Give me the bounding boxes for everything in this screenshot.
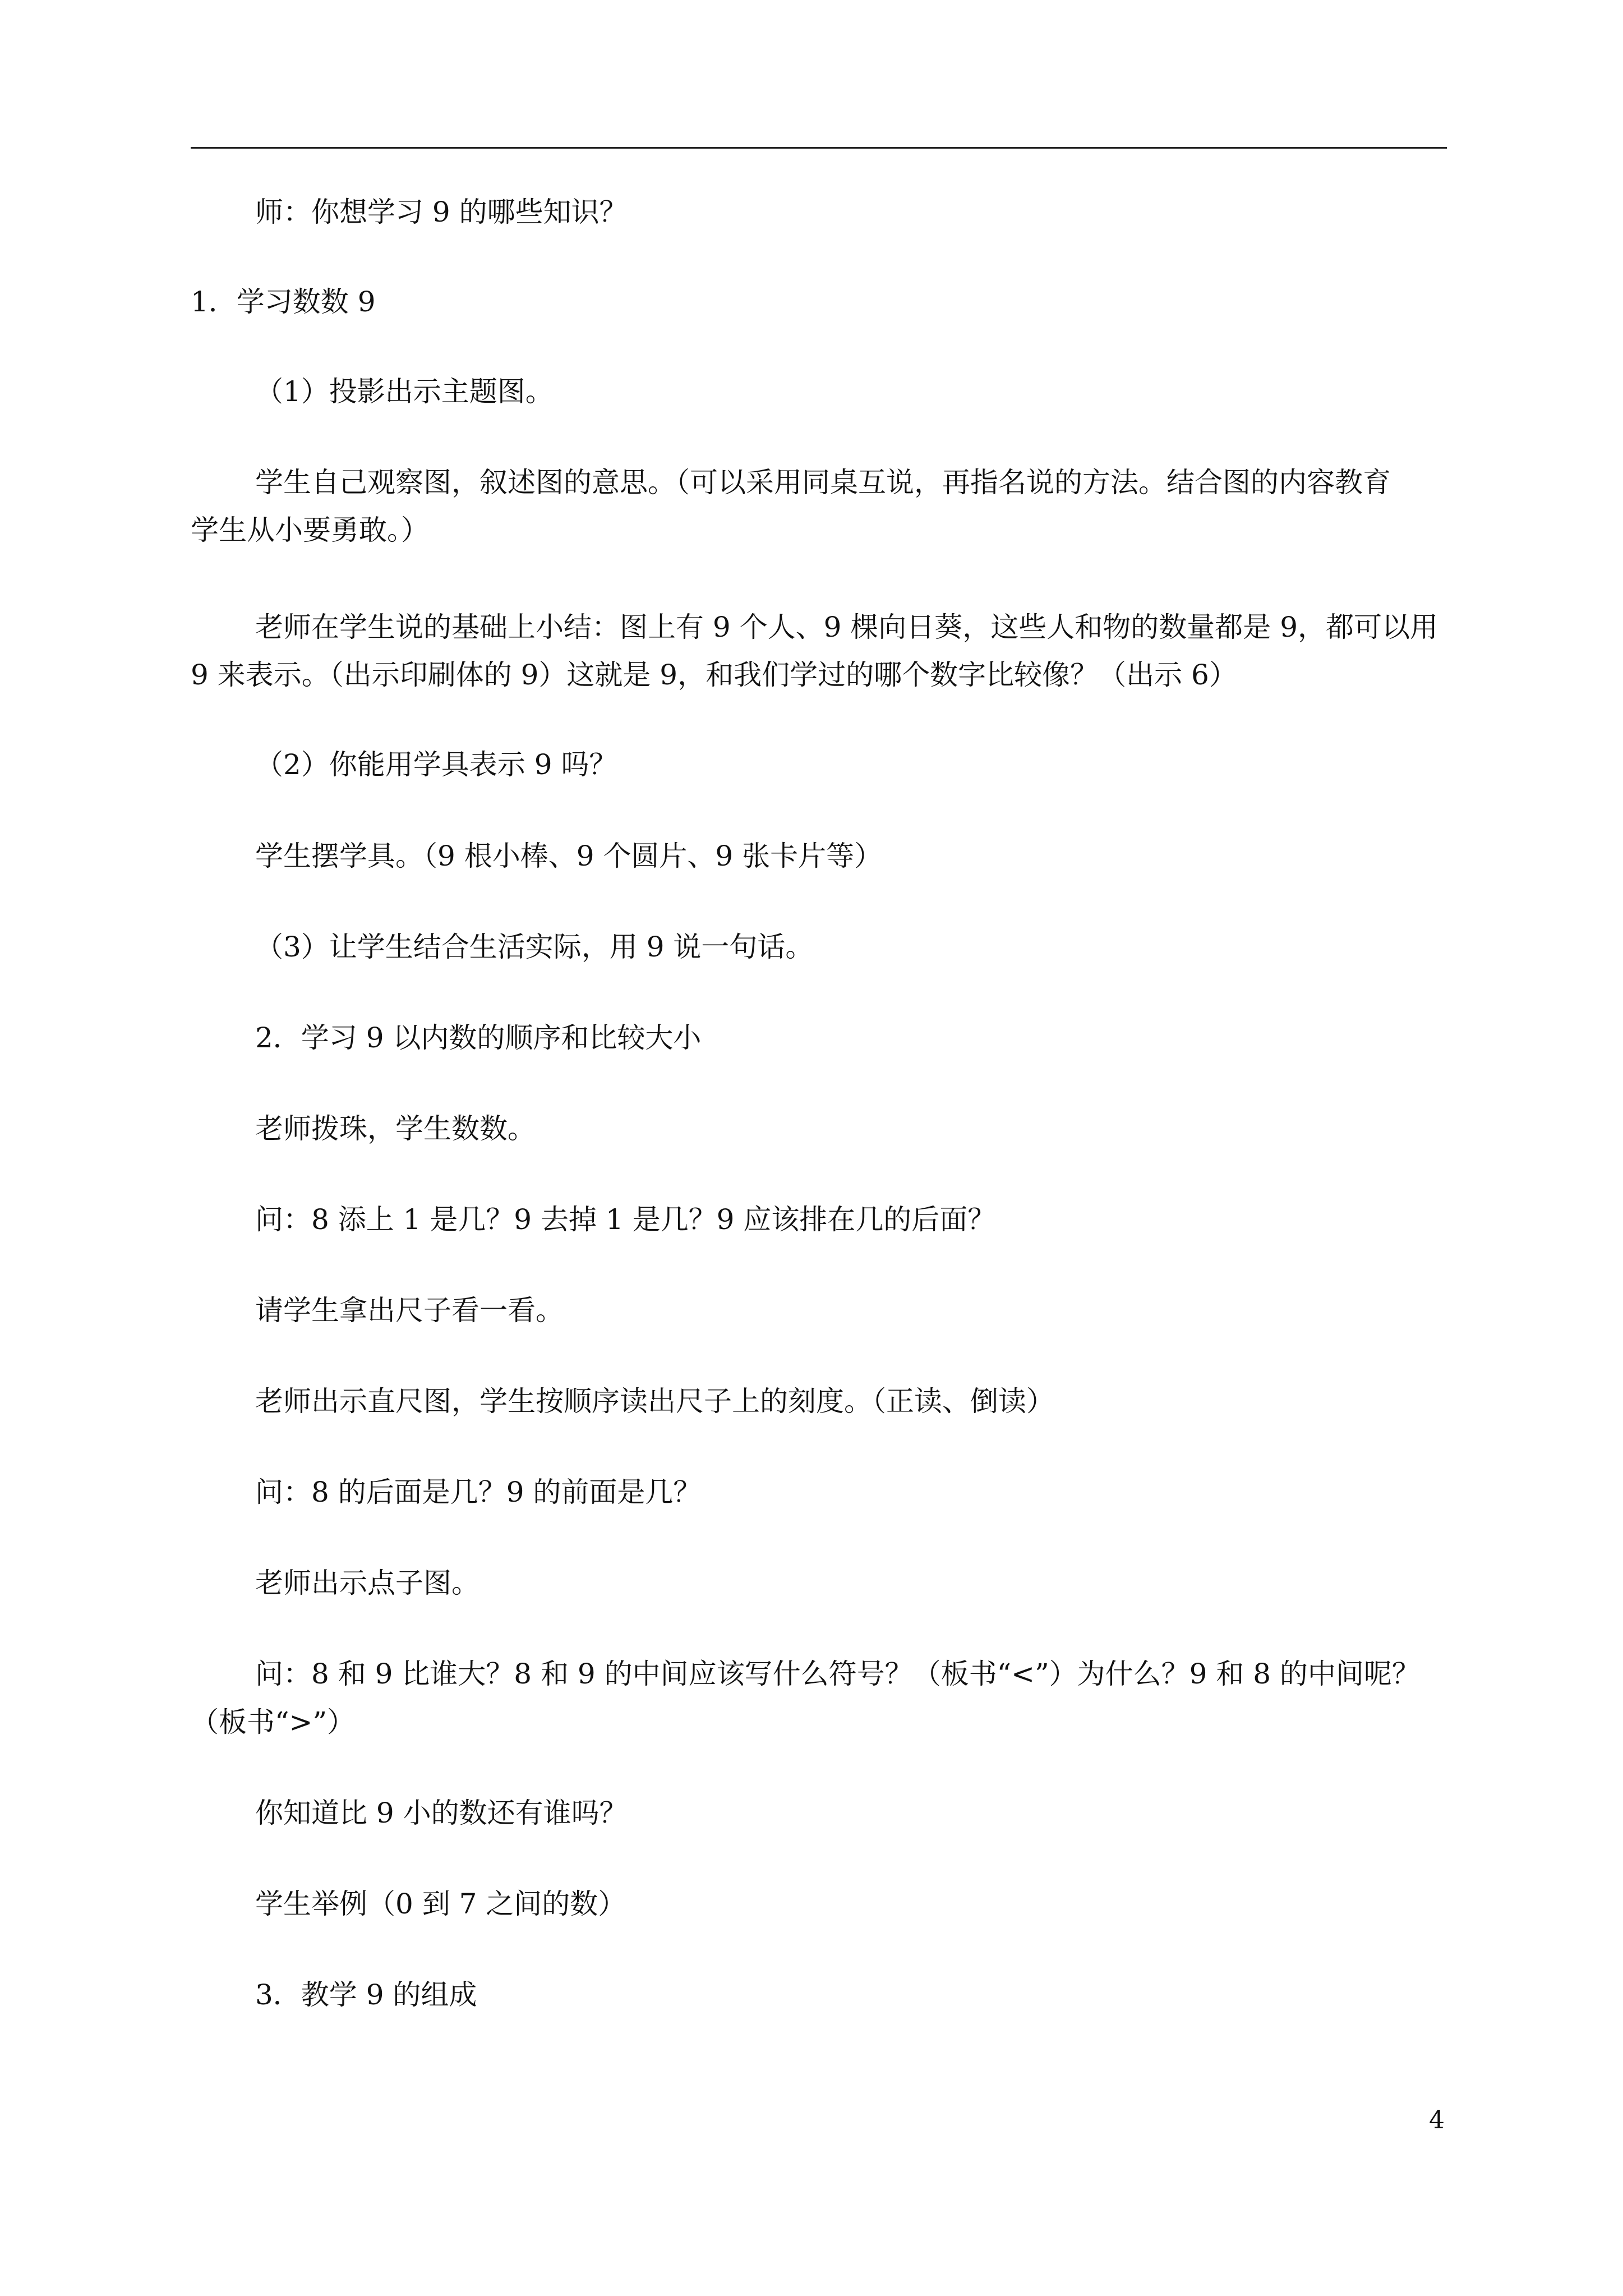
- paragraph-observe-picture-cont: 学生从小要勇敢。）: [191, 514, 429, 546]
- header-rule: [191, 147, 1447, 149]
- step-1-show-theme-picture: （1）投影出示主题图。: [255, 375, 554, 408]
- paragraph-teacher-summary: 老师在学生说的基础上小结：图上有 9 个人、9 棵向日葵，这些人和物的数量都是 9，都可以用: [255, 611, 1438, 643]
- paragraph-take-ruler: 请学生拿出尺子看一看。: [255, 1294, 564, 1327]
- paragraph-teacher-summary-cont: 9 来表示。（出示印刷体的 9）这就是 9，和我们学过的哪个数字比较像？（出示 6）: [191, 659, 1237, 691]
- step-3-say-sentence: （3）让学生结合生活实际，用 9 说一句话。: [255, 931, 814, 963]
- paragraph-observe-picture: 学生自己观察图，叙述图的意思。（可以采用同桌互说，再指名说的方法。结合图的内容教育: [255, 466, 1391, 499]
- paragraph-abacus-counting: 老师拨珠，学生数数。: [255, 1112, 536, 1145]
- paragraph-question-before-after: 问：8 的后面是几？9 的前面是几？: [255, 1476, 702, 1508]
- paragraph-compare-question: 问：8 和 9 比谁大？8 和 9 的中间应该写什么符号？（板书“<”）为什么？9 和 8 的中间呢？: [255, 1658, 1420, 1690]
- paragraph-ruler-reading: 老师出示直尺图，学生按顺序读出尺子上的刻度。（正读、倒读）: [255, 1385, 1054, 1418]
- paragraph-dot-picture: 老师出示点子图。: [255, 1567, 479, 1599]
- section-heading-3: 3．教学 9 的组成: [255, 1978, 477, 2011]
- step-2-use-tools: （2）你能用学具表示 9 吗？: [255, 748, 617, 781]
- paragraph-student-tools: 学生摆学具。（9 根小棒、9 个圆片、9 张卡片等）: [255, 840, 883, 872]
- paragraph-teacher-question: 师：你想学习 9 的哪些知识？: [255, 196, 628, 228]
- paragraph-student-examples: 学生举例（0 到 7 之间的数）: [255, 1888, 626, 1920]
- page-number: 4: [1429, 2106, 1445, 2134]
- paragraph-smaller-than-9: 你知道比 9 小的数还有谁吗？: [255, 1797, 628, 1829]
- paragraph-compare-question-cont: （板书“>”）: [191, 1706, 356, 1738]
- paragraph-question-order: 问：8 添上 1 是几？9 去掉 1 是几？9 应该排在几的后面？: [255, 1203, 996, 1236]
- section-heading-1: 1．学习数数 9: [191, 286, 376, 318]
- section-heading-2: 2．学习 9 以内数的顺序和比较大小: [255, 1022, 702, 1054]
